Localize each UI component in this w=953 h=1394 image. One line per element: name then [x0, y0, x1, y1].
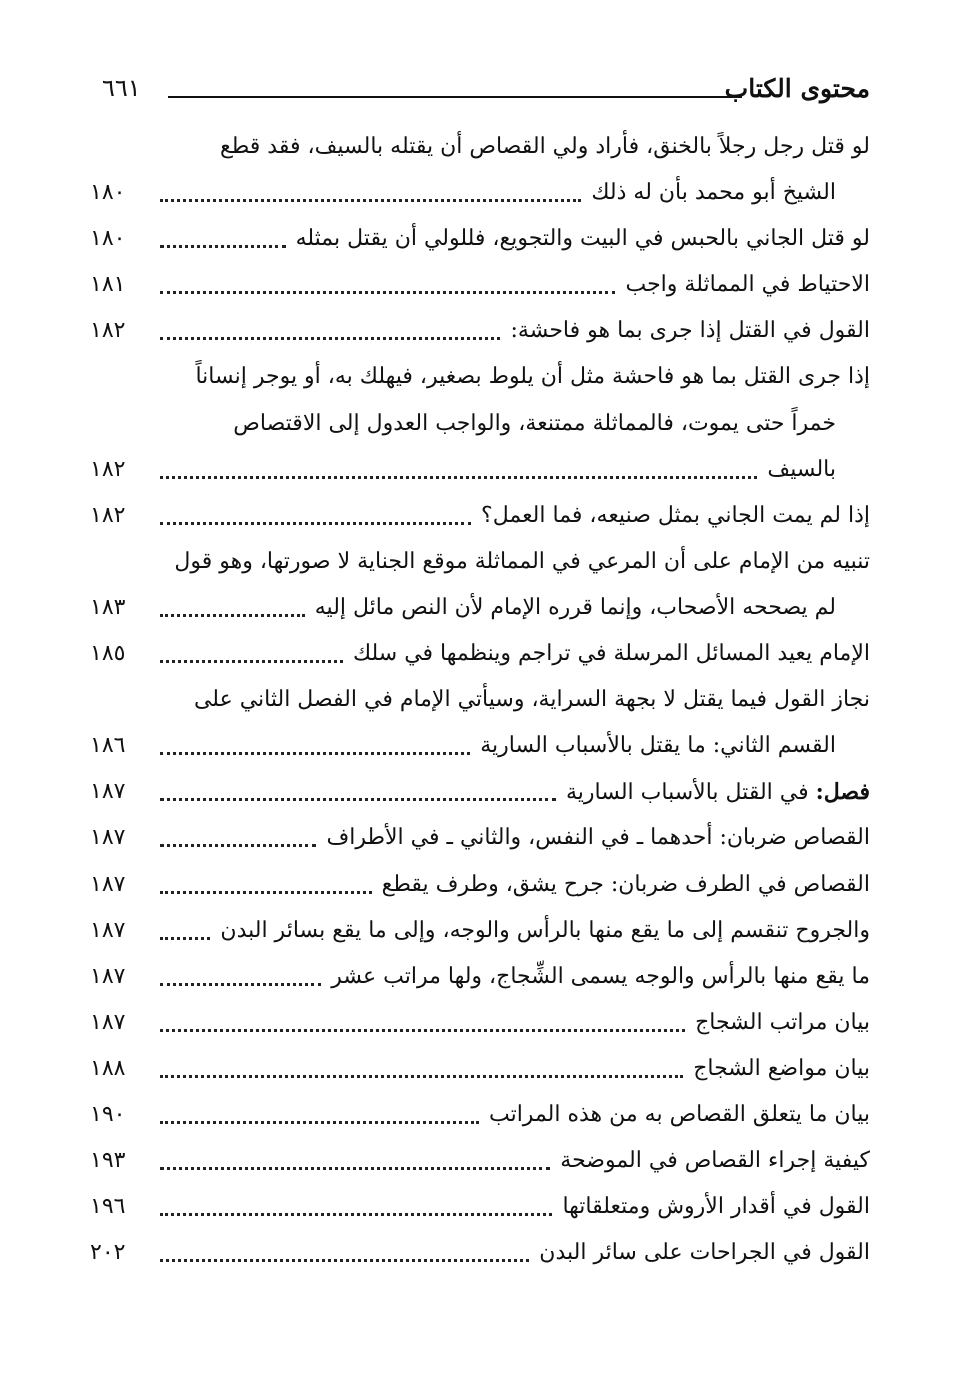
toc-entry-page: ١٨٢: [90, 318, 126, 344]
toc-entry: [80, 308, 870, 354]
toc-entry-page: ١٩٦: [90, 1194, 126, 1220]
toc-entry-text: لم يصححه الأصحاب، وإنما قرره الإمام لأن النص مائل إليه: [314, 594, 836, 620]
toc-entry: [80, 262, 870, 308]
leader-dots: [160, 1213, 552, 1216]
toc-entry-text: القصاص في الطرف ضربان: جرح يشق، وطرف يقطع: [381, 871, 870, 897]
leader-dots: [160, 983, 321, 986]
toc-entry-page: ١٨٧: [90, 871, 126, 897]
toc-entry: [80, 124, 870, 170]
page-number: ٦٦١: [102, 74, 141, 102]
leader-dots: [160, 660, 343, 663]
toc-entry-text: إذا جرى القتل بما هو فاحشة مثل أن يلوط بصغير، فيهلك به، أو يوجر إنساناً: [195, 364, 870, 390]
toc-entry-page: ١٨١: [90, 272, 126, 298]
toc-entry-page: ١٩٠: [90, 1101, 126, 1127]
toc-entry-page: ١٨٥: [90, 641, 126, 667]
running-title: محتوى الكتاب: [724, 74, 870, 103]
leader-dots: [160, 844, 316, 847]
toc-entry-page: ٢٠٢: [90, 1240, 126, 1266]
toc-entry: [80, 954, 870, 1000]
toc-entry-page: ١٨٧: [90, 963, 126, 989]
toc-entry-text: بيان ما يتعلق القصاص به من هذه المراتب: [488, 1101, 870, 1127]
toc-entry-page: ١٨٧: [90, 917, 126, 943]
toc-entry-page: ١٨٢: [90, 502, 126, 528]
toc-entry-page: ١٨٧: [90, 825, 126, 851]
toc-entry: [80, 1230, 870, 1276]
toc-entry: [80, 493, 870, 539]
toc-entry-text: لو قتل الجاني بالحبس في البيت والتجويع، فللولي أن يقتل بمثله: [295, 226, 870, 252]
toc-entry: [80, 539, 870, 585]
toc-entry: [80, 908, 870, 954]
toc-entry-page: ١٨٢: [90, 456, 126, 482]
toc-entry-text: الاحتياط في المماثلة واجب: [625, 272, 870, 298]
leader-dots: [160, 798, 556, 801]
toc-entry-page: ١٨٧: [90, 779, 126, 805]
leader-dots: [160, 937, 210, 940]
toc-entry: [80, 1000, 870, 1046]
toc-entry: [80, 862, 870, 908]
leader-dots: [160, 337, 500, 340]
toc-entry: [80, 170, 870, 216]
leader-dots: [160, 291, 615, 294]
toc-entry-page: ١٨٨: [90, 1055, 126, 1081]
leader-dots: [160, 1075, 683, 1078]
toc-entry-text: كيفية إجراء القصاص في الموضحة: [560, 1148, 870, 1174]
toc-entry-page: ١٨٣: [90, 594, 126, 620]
toc-entry: [80, 354, 870, 400]
leader-dots: [160, 1029, 685, 1032]
toc-entry: [80, 447, 870, 493]
leader-dots: [160, 476, 757, 479]
toc-entry-text: نجاز القول فيما يقتل لا بجهة السراية، وسيأتي الإمام في الفصل الثاني على: [193, 687, 870, 713]
toc-entry: [80, 1138, 870, 1184]
leader-dots: [160, 245, 286, 248]
toc-entry-text: القول في أقدار الأروش ومتعلقاتها: [562, 1194, 870, 1220]
toc-entry-text: خمراً حتى يموت، فالمماثلة ممتنعة، والواجب العدول إلى الاقتصاص: [233, 410, 836, 436]
toc-entry: [80, 585, 870, 631]
toc-entry: [80, 677, 870, 723]
toc-entry-text: لو قتل رجل رجلاً بالخنق، فأراد ولي القصاص أن يقتله بالسيف، فقد قطع: [220, 134, 870, 159]
table-of-contents: [80, 124, 870, 1276]
toc-entry: [80, 216, 870, 262]
leader-dots: [160, 1167, 550, 1170]
toc-entry-text: القصاص ضربان: أحدهما ـ في النفس، والثاني ـ في الأطراف: [326, 825, 870, 851]
toc-entry-text: الشيخ أبو محمد بأن له ذلك: [591, 180, 836, 206]
toc-entry-text: القسم الثاني: ما يقتل بالأسباب السارية: [480, 733, 836, 759]
toc-entry: [80, 1046, 870, 1092]
leader-dots: [160, 614, 305, 617]
leader-dots: [160, 891, 372, 894]
toc-entry: [80, 1092, 870, 1138]
toc-entry-text: بالسيف: [767, 456, 836, 482]
toc-entry-page: ١٨٠: [90, 226, 126, 252]
leader-dots: [160, 199, 581, 202]
toc-entry: [80, 723, 870, 769]
toc-entry: [80, 631, 870, 677]
section-label: فصل:: [815, 779, 870, 806]
toc-entry-text: تنبيه من الإمام على أن المرعي في المماثلة موقع الجناية لا صورتها، وهو قول: [174, 548, 870, 574]
toc-entry-text: [566, 769, 870, 816]
leader-dots: [160, 1121, 479, 1124]
running-header: [80, 70, 870, 116]
toc-entry-page: ١٨٧: [90, 1009, 126, 1035]
toc-entry-page: ١٨٦: [90, 733, 126, 759]
section-title: في القتل بالأسباب السارية: [565, 780, 816, 806]
toc-entry: [80, 401, 870, 447]
toc-entry-page: ١٨٠: [90, 180, 126, 206]
toc-entry-text: القول في القتل إذا جرى بما هو فاحشة:: [510, 318, 870, 344]
leader-dots: [160, 522, 471, 525]
toc-entry-page: ١٩٣: [90, 1148, 126, 1174]
toc-entry-text: الإمام يعيد المسائل المرسلة في تراجم وينظمها في سلك: [352, 641, 870, 667]
toc-entry-text: بيان مراتب الشجاج: [695, 1009, 870, 1035]
toc-entry-text: ما يقع منها بالرأس والوجه يسمى الشِّجاج، ولها مراتب عشر: [331, 963, 870, 989]
toc-entry-text: والجروح تنقسم إلى ما يقع منها بالرأس والوجه، وإلى ما يقع بسائر البدن: [220, 917, 870, 943]
toc-entry-text: إذا لم يمت الجاني بمثل صنيعه، فما العمل؟: [481, 502, 870, 528]
toc-entry-text: بيان مواضع الشجاج: [693, 1055, 870, 1081]
toc-entry-text: القول في الجراحات على سائر البدن: [539, 1240, 870, 1266]
leader-dots: [160, 752, 470, 755]
toc-entry: [80, 1184, 870, 1230]
leader-dots: [160, 1259, 529, 1262]
toc-entry: [80, 815, 870, 861]
toc-entry: [80, 769, 870, 815]
header-rule: [168, 96, 742, 98]
